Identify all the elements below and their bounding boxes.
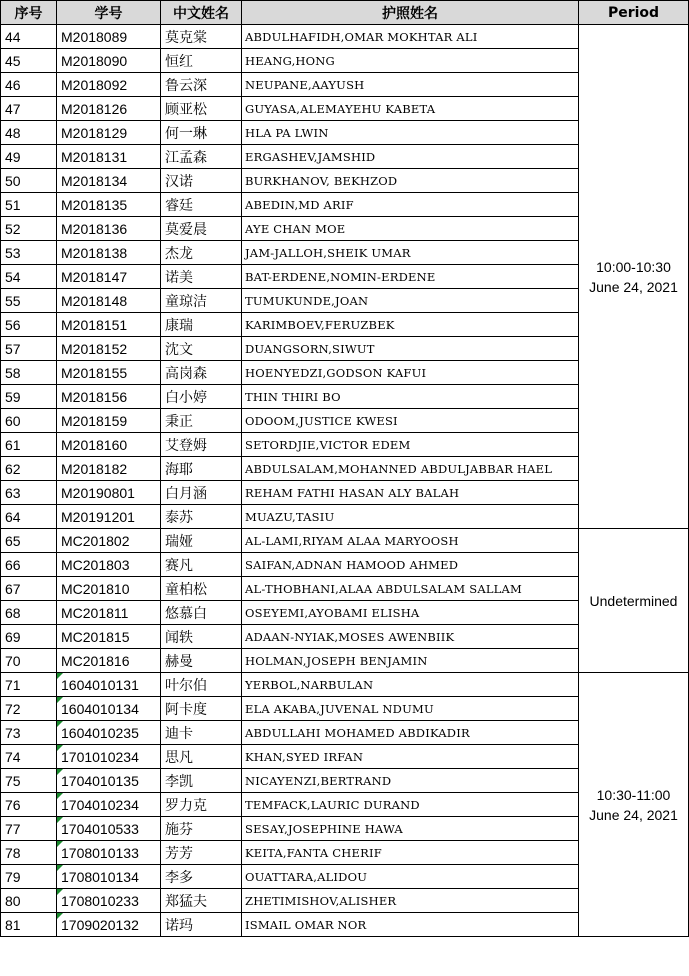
cell-passport-name[interactable]: AL-THOBHANI,ALAA ABDULSALAM SALLAM: [242, 577, 579, 601]
cell-chinese-name[interactable]: 康瑞: [161, 313, 242, 337]
cell-chinese-name[interactable]: 迪卡: [161, 721, 242, 745]
period-time: 10:30-11:00: [596, 786, 671, 803]
cell-student-id[interactable]: M20191201: [57, 505, 161, 529]
cell-chinese-name[interactable]: 江孟森: [161, 145, 242, 169]
cell-seq[interactable]: 54: [1, 265, 57, 289]
cell-passport-name[interactable]: JAM-JALLOH,SHEIK UMAR: [242, 241, 579, 265]
cell-passport-name[interactable]: OSEYEMI,AYOBAMI ELISHA: [242, 601, 579, 625]
cell-passport-name[interactable]: SESAY,JOSEPHINE HAWA: [242, 817, 579, 841]
cell-student-id[interactable]: M2018147: [57, 265, 161, 289]
cell-passport-name[interactable]: MUAZU,TASIU: [242, 505, 579, 529]
cell-chinese-name[interactable]: 李凯: [161, 769, 242, 793]
cell-passport-name[interactable]: GUYASA,ALEMAYEHU KABETA: [242, 97, 579, 121]
cell-seq[interactable]: 65: [1, 529, 57, 553]
cell-student-id[interactable]: 1704010234: [57, 793, 161, 817]
cell-student-id[interactable]: MC201816: [57, 649, 161, 673]
cell-passport-name[interactable]: KHAN,SYED IRFAN: [242, 745, 579, 769]
cell-seq[interactable]: 44: [1, 25, 57, 49]
cell-chinese-name[interactable]: 阿卡度: [161, 697, 242, 721]
cell-passport-name[interactable]: NEUPANE,AAYUSH: [242, 73, 579, 97]
cell-seq[interactable]: 76: [1, 793, 57, 817]
cell-chinese-name[interactable]: 高岗森: [161, 361, 242, 385]
cell-chinese-name[interactable]: 白月涵: [161, 481, 242, 505]
cell-seq[interactable]: 78: [1, 841, 57, 865]
cell-chinese-name[interactable]: 秉正: [161, 409, 242, 433]
cell-seq[interactable]: 69: [1, 625, 57, 649]
cell-passport-name[interactable]: ABDULLAHI MOHAMED ABDIKADIR: [242, 721, 579, 745]
cell-seq[interactable]: 56: [1, 313, 57, 337]
cell-chinese-name[interactable]: 芳芳: [161, 841, 242, 865]
cell-passport-name[interactable]: HOENYEDZI,GODSON KAFUI: [242, 361, 579, 385]
cell-seq[interactable]: 74: [1, 745, 57, 769]
cell-student-id[interactable]: M2018134: [57, 169, 161, 193]
cell-passport-name[interactable]: BURKHANOV, BEKHZOD: [242, 169, 579, 193]
cell-seq[interactable]: 60: [1, 409, 57, 433]
cell-passport-name[interactable]: KARIMBOEV,FERUZBEK: [242, 313, 579, 337]
cell-student-id[interactable]: 1709020132: [57, 913, 161, 937]
cell-student-id[interactable]: 1704010533: [57, 817, 161, 841]
period-time: Undetermined: [589, 592, 678, 609]
cell-passport-name[interactable]: ODOOM,JUSTICE KWESI: [242, 409, 579, 433]
cell-student-id[interactable]: M2018156: [57, 385, 161, 409]
table-row: [1, 673, 689, 697]
cell-passport-name[interactable]: TEMFACK,LAURIC DURAND: [242, 793, 579, 817]
cell-student-id[interactable]: M2018151: [57, 313, 161, 337]
cell-seq[interactable]: 46: [1, 73, 57, 97]
cell-chinese-name[interactable]: 罗力克: [161, 793, 242, 817]
cell-seq[interactable]: 73: [1, 721, 57, 745]
cell-seq[interactable]: 50: [1, 169, 57, 193]
cell-chinese-name[interactable]: 赛凡: [161, 553, 242, 577]
cell-student-id[interactable]: 1708010134: [57, 865, 161, 889]
cell-seq[interactable]: 47: [1, 97, 57, 121]
cell-chinese-name[interactable]: 睿廷: [161, 193, 242, 217]
cell-chinese-name[interactable]: 诺美: [161, 265, 242, 289]
period-date: June 24, 2021: [589, 278, 678, 295]
cell-seq[interactable]: 75: [1, 769, 57, 793]
cell-student-id[interactable]: M2018135: [57, 193, 161, 217]
cell-student-id[interactable]: 1704010135: [57, 769, 161, 793]
cell-seq[interactable]: 79: [1, 865, 57, 889]
cell-chinese-name[interactable]: 白小婷: [161, 385, 242, 409]
cell-student-id[interactable]: 1604010235: [57, 721, 161, 745]
cell-student-id[interactable]: MC201815: [57, 625, 161, 649]
cell-seq[interactable]: 71: [1, 673, 57, 697]
cell-student-id[interactable]: M2018089: [57, 25, 161, 49]
cell-seq[interactable]: 55: [1, 289, 57, 313]
cell-chinese-name[interactable]: 莫克棠: [161, 25, 242, 49]
cell-passport-name[interactable]: ABEDIN,MD ARIF: [242, 193, 579, 217]
cell-passport-name[interactable]: BAT-ERDENE,NOMIN-ERDENE: [242, 265, 579, 289]
cell-seq[interactable]: 80: [1, 889, 57, 913]
cell-passport-name[interactable]: AL-LAMI,RIYAM ALAA MARYOOSH: [242, 529, 579, 553]
cell-chinese-name[interactable]: 海耶: [161, 457, 242, 481]
cell-period[interactable]: [579, 529, 689, 673]
cell-chinese-name[interactable]: 赫曼: [161, 649, 242, 673]
cell-seq[interactable]: 61: [1, 433, 57, 457]
cell-student-id[interactable]: 1708010133: [57, 841, 161, 865]
cell-passport-name[interactable]: ABDULHAFIDH,OMAR MOKHTAR ALI: [242, 25, 579, 49]
cell-passport-name[interactable]: ADAAN-NYIAK,MOSES AWENBIIK: [242, 625, 579, 649]
cell-seq[interactable]: 72: [1, 697, 57, 721]
header-student-id: 学号: [57, 1, 161, 25]
cell-student-id[interactable]: M2018182: [57, 457, 161, 481]
cell-seq[interactable]: 77: [1, 817, 57, 841]
cell-passport-name[interactable]: SAIFAN,ADNAN HAMOOD AHMED: [242, 553, 579, 577]
period-time: 10:00-10:30: [596, 258, 671, 275]
cell-student-id[interactable]: MC201810: [57, 577, 161, 601]
header-passport-name: 护照姓名: [242, 1, 579, 25]
cell-student-id[interactable]: M20190801: [57, 481, 161, 505]
cell-seq[interactable]: 57: [1, 337, 57, 361]
cell-chinese-name[interactable]: 思凡: [161, 745, 242, 769]
cell-student-id[interactable]: 1604010134: [57, 697, 161, 721]
cell-passport-name[interactable]: ABDULSALAM,MOHANNED ABDULJABBAR HAEL: [242, 457, 579, 481]
cell-chinese-name[interactable]: 艾登姆: [161, 433, 242, 457]
cell-student-id[interactable]: M2018092: [57, 73, 161, 97]
cell-passport-name[interactable]: ERGASHEV,JAMSHID: [242, 145, 579, 169]
header-chinese-name: 中文姓名: [161, 1, 242, 25]
cell-chinese-name[interactable]: 诺玛: [161, 913, 242, 937]
cell-student-id[interactable]: MC201811: [57, 601, 161, 625]
cell-passport-name[interactable]: HOLMAN,JOSEPH BENJAMIN: [242, 649, 579, 673]
cell-student-id[interactable]: M2018138: [57, 241, 161, 265]
table-row: [1, 25, 689, 49]
cell-seq[interactable]: 52: [1, 217, 57, 241]
cell-passport-name[interactable]: THIN THIRI BO: [242, 385, 579, 409]
cell-seq[interactable]: 53: [1, 241, 57, 265]
cell-student-id[interactable]: M2018155: [57, 361, 161, 385]
cell-student-id[interactable]: M2018126: [57, 97, 161, 121]
cell-student-id[interactable]: M2018159: [57, 409, 161, 433]
cell-passport-name[interactable]: TUMUKUNDE,JOAN: [242, 289, 579, 313]
cell-passport-name[interactable]: NICAYENZI,BERTRAND: [242, 769, 579, 793]
cell-student-id[interactable]: MC201803: [57, 553, 161, 577]
cell-student-id[interactable]: 1708010233: [57, 889, 161, 913]
cell-student-id[interactable]: M2018129: [57, 121, 161, 145]
cell-seq[interactable]: 48: [1, 121, 57, 145]
header-period: Period: [579, 1, 689, 25]
cell-seq[interactable]: 45: [1, 49, 57, 73]
cell-seq[interactable]: 63: [1, 481, 57, 505]
cell-student-id[interactable]: M2018131: [57, 145, 161, 169]
cell-passport-name[interactable]: AYE CHAN MOE: [242, 217, 579, 241]
cell-chinese-name[interactable]: 瑞娅: [161, 529, 242, 553]
cell-chinese-name[interactable]: 悠慕白: [161, 601, 242, 625]
cell-student-id[interactable]: M2018136: [57, 217, 161, 241]
cell-student-id[interactable]: M2018160: [57, 433, 161, 457]
cell-passport-name[interactable]: SETORDJIE,VICTOR EDEM: [242, 433, 579, 457]
cell-passport-name[interactable]: DUANGSORN,SIWUT: [242, 337, 579, 361]
cell-chinese-name[interactable]: 郑猛夫: [161, 889, 242, 913]
cell-passport-name[interactable]: OUATTARA,ALIDOU: [242, 865, 579, 889]
cell-passport-name[interactable]: REHAM FATHI HASAN ALY BALAH: [242, 481, 579, 505]
cell-chinese-name[interactable]: 童琼洁: [161, 289, 242, 313]
table-row: [1, 529, 689, 553]
cell-chinese-name[interactable]: 恒红: [161, 49, 242, 73]
cell-passport-name[interactable]: HEANG,HONG: [242, 49, 579, 73]
cell-student-id[interactable]: M2018090: [57, 49, 161, 73]
cell-chinese-name[interactable]: 何一琳: [161, 121, 242, 145]
cell-student-id[interactable]: 1604010131: [57, 673, 161, 697]
cell-seq[interactable]: 66: [1, 553, 57, 577]
cell-seq[interactable]: 62: [1, 457, 57, 481]
cell-passport-name[interactable]: ISMAIL OMAR NOR: [242, 913, 579, 937]
cell-chinese-name[interactable]: 莫爱晨: [161, 217, 242, 241]
cell-student-id[interactable]: M2018152: [57, 337, 161, 361]
cell-chinese-name[interactable]: 李多: [161, 865, 242, 889]
cell-seq[interactable]: 59: [1, 385, 57, 409]
cell-chinese-name[interactable]: 沈文: [161, 337, 242, 361]
cell-chinese-name[interactable]: 杰龙: [161, 241, 242, 265]
cell-student-id[interactable]: MC201802: [57, 529, 161, 553]
cell-passport-name[interactable]: ELA AKABA,JUVENAL NDUMU: [242, 697, 579, 721]
cell-chinese-name[interactable]: 鲁云深: [161, 73, 242, 97]
cell-seq[interactable]: 70: [1, 649, 57, 673]
cell-seq[interactable]: 67: [1, 577, 57, 601]
cell-seq[interactable]: 51: [1, 193, 57, 217]
cell-chinese-name[interactable]: 施芬: [161, 817, 242, 841]
cell-seq[interactable]: 68: [1, 601, 57, 625]
cell-chinese-name[interactable]: 童柏松: [161, 577, 242, 601]
cell-chinese-name[interactable]: 顾亚松: [161, 97, 242, 121]
period-date: June 24, 2021: [589, 806, 678, 823]
cell-seq[interactable]: 58: [1, 361, 57, 385]
cell-passport-name[interactable]: KEITA,FANTA CHERIF: [242, 841, 579, 865]
cell-student-id[interactable]: M2018148: [57, 289, 161, 313]
cell-period[interactable]: [579, 25, 689, 529]
cell-period[interactable]: [579, 673, 689, 937]
cell-chinese-name[interactable]: 叶尔伯: [161, 673, 242, 697]
cell-seq[interactable]: 81: [1, 913, 57, 937]
cell-chinese-name[interactable]: 汉诺: [161, 169, 242, 193]
cell-passport-name[interactable]: ZHETIMISHOV,ALISHER: [242, 889, 579, 913]
cell-student-id[interactable]: 1701010234: [57, 745, 161, 769]
header-row: [1, 1, 689, 25]
cell-seq[interactable]: 49: [1, 145, 57, 169]
cell-chinese-name[interactable]: 泰苏: [161, 505, 242, 529]
cell-seq[interactable]: 64: [1, 505, 57, 529]
header-seq: 序号: [1, 1, 57, 25]
cell-passport-name[interactable]: HLA PA LWIN: [242, 121, 579, 145]
cell-chinese-name[interactable]: 闻轶: [161, 625, 242, 649]
cell-passport-name[interactable]: YERBOL,NARBULAN: [242, 673, 579, 697]
